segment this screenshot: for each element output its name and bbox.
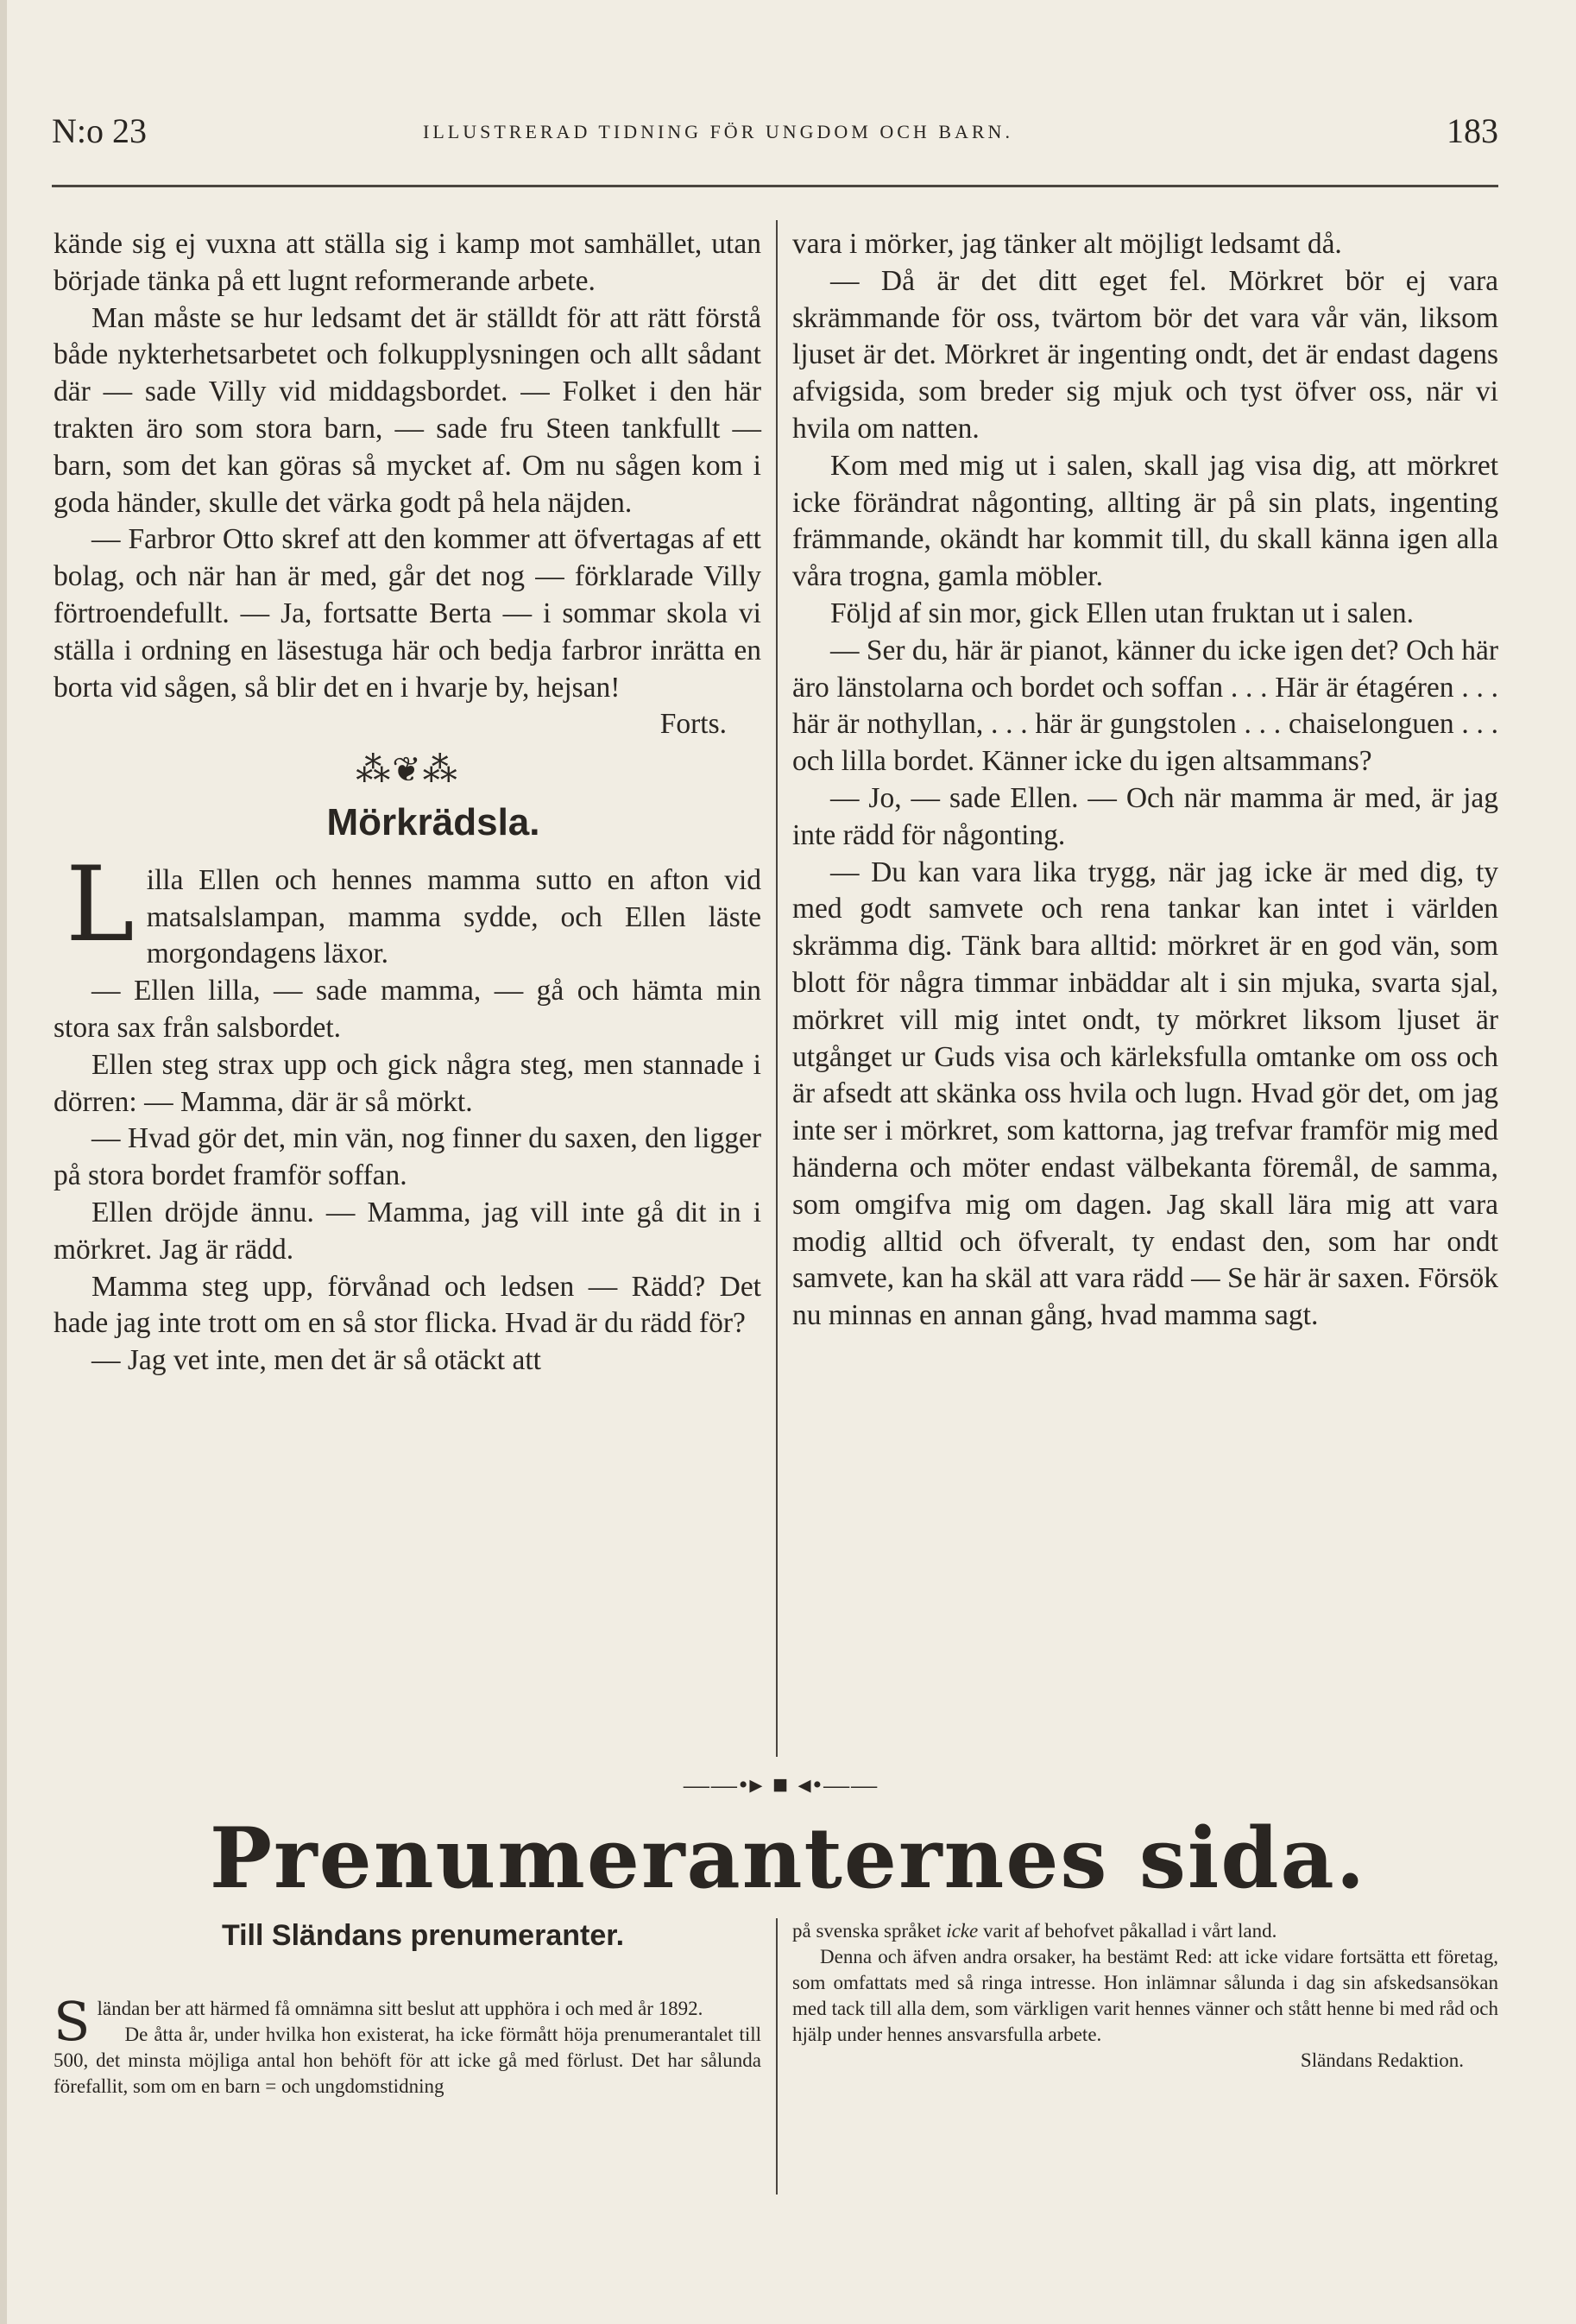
column-rule [776,220,778,1757]
page-edge [0,0,7,2324]
paragraph: illa Ellen och hennes mamma sutto en afton vid matsalslampan, mamma sydde, och Ellen läste morgondagens läxor. [146,863,761,970]
paragraph: kände sig ej vuxna att ställa sig i kamp mot samhället, utan började tänka på ett lugnt reformerande arbete. [54,228,761,297]
paragraph: på svenska språket icke varit af behofvet påkallad i vårt land. [792,1920,1277,1942]
paragraph: vara i mörker, jag tänker alt möjligt ledsamt då. [792,228,1342,260]
paragraph: — Farbror Otto skref att den kommer att öfvertagas af ett bolag, och när han är med, går det nog — förklarade Villy förtroendefullt. — Ja, fortsatte Berta — i sommar skola vi ställa i ordning en läsestuga här och bedja farbror inrätta en borta vid sågen, så blir det en i hvarje by, hejsan! [54,523,761,704]
paragraph: — Du kan vara lika trygg, när jag icke är med dig, ty med godt samvete och rena tankar kan intet i världen skrämma dig. Tänk bara alltid: mörkret är en god vän, som blott för några timmar inbäddar alt i sin mjuka, svarta sjal, mörkret vill mig intet ondt, ty mörkret liksom ljuset är utgånget ur Guds visa och kärleksfulla omtanke om oss och är afsedt att skänka oss hvila och lugn. Hvad gör det, om jag inte ser i mörkret, som kattorna, jag trefvar framför mig med händerna och möter endast välbekanta föremål, de samma, som omgifva mig om dagen. Jag skall lära mig att vara modig alltid och öfveralt, ty endast den, som har ondt samvete, kan ha skäl att vara rädd — Se här är saxen. Försök nu minnas en annan gång, hvad mamma sagt. [792,856,1498,1332]
paragraph: Ellen dröjde ännu. — Mamma, jag vill inte gå dit in i mörkret. Jag är rädd. [54,1196,761,1266]
continued-marker: Forts. [659,708,727,741]
drop-cap: S [54,1990,91,2053]
running-header [52,111,1498,162]
notice-right-column [792,1918,1498,2074]
paragraph: Denna och äfven andra orsaker, ha bestämt Red: att icke vidare fortsätta ett företag, som omfattats med så ringa intresse. Hon inlämnar sålunda i dag sin afskedsansökan med tack till alla dem, som värkligen varit hennes vänner och stått henne bi med råd och hjälp under hennes ansvarsfulla arbete. [792,1946,1498,2045]
paragraph: — Jo, — sade Ellen. — Och när mamma är med, är jag inte rädd för någonting. [792,781,1498,851]
drop-cap: L [66,844,135,965]
page-number: 183 [1447,111,1498,150]
notice-heading: Till Sländans prenumeranter. [221,1919,625,1952]
header-rule [52,185,1498,187]
paragraph: Ellen steg strax upp och gick några steg, men stannade i dörren: — Mamma, där är så mörkt. [54,1048,761,1118]
paragraph: Mamma steg upp, förvånad och ledsen — Rädd? Det hade jag inte trott om en så stor flicka. Hvad är du rädd för? [54,1270,761,1340]
emphasis: icke [946,1920,979,1942]
issue-number: N:o 23 [52,111,147,150]
paragraph: — Jag vet inte, men det är så otäckt att [91,1344,541,1377]
notice-left-column [54,1990,761,2100]
publication-title: ILLUSTRERAD TIDNING FÖR UNGDOM OCH BARN. [423,121,1013,142]
story-title: Mörkrädsla. [326,800,540,843]
notice-column-rule [776,1918,778,2195]
paragraph: Man måste se hur ledsamt det är ställdt för att rätt förstå både nykterhetsarbetet och folkupplysningen och allt sådant där — sade Villy vid middagsbordet. — Folket i den här trakten äro som stora barn, — sade fru Steen tankfullt — barn, som det kan göras så mycket af. Om nu sågen kom i goda händer, skulle det värka godt på hela näjden. [54,301,761,519]
signature: Sländans Redaktion. [1300,2049,1464,2071]
right-column [792,226,1498,1335]
paragraph: — Då är det ditt eget fel. Mörkret bör ej vara skrämmande för oss, tvärtom bör det vara vår vän, liksom ljuset är det. Mörkret är ingenting ondt, det är endast dagens afvigsida, som breder sig mjuk och tyst öfver oss, när vi hvila om natten. [792,264,1498,445]
paragraph: Följd af sin mor, gick Ellen utan fruktan ut i salen. [830,597,1414,629]
paragraph: ländan ber att härmed få omnämna sitt beslut att upphöra i och med år 1892. [97,1998,703,2019]
paragraph: — Hvad gör det, min vän, nog finner du saxen, den ligger på stora bordet framför soffan. [54,1122,761,1192]
ornament: ⁂❦⁂ [356,750,459,790]
paragraph: Kom med mig ut i salen, skall jag visa dig, att mörkret icke förändrat någonting, allting är på sin plats, ingenting främmande, okändt har kommit till, du skall känna igen alla våra trogna, gamla möbler. [792,449,1498,593]
section-divider: ——•▸ ■ ◂•—— [683,1771,879,1799]
paragraph: De åtta år, under hvilka hon existerat, ha icke förmått höja prenumerantalet till 500, det minsta möjliga antal hon behöft för att icke gå med förlust. Det har sålunda förefallit, som om en barn = och ungdomstidning [54,2024,761,2097]
paragraph: — Ellen lilla, — sade mamma, — gå och hämta min stora sax från salsbordet. [54,975,761,1044]
left-column [54,226,761,1380]
paragraph: — Ser du, här är pianot, känner du icke igen det? Och här äro länstolarna och bordet och soffan . . . Här är étagéren . . . här är nothyllan, . . . här är gungstolen . . . chaiselonguen . . . och lilla bordet. Känner icke du igen altsammans? [792,634,1498,778]
section-banner: Prenumeranternes sida. [209,1809,1367,1907]
